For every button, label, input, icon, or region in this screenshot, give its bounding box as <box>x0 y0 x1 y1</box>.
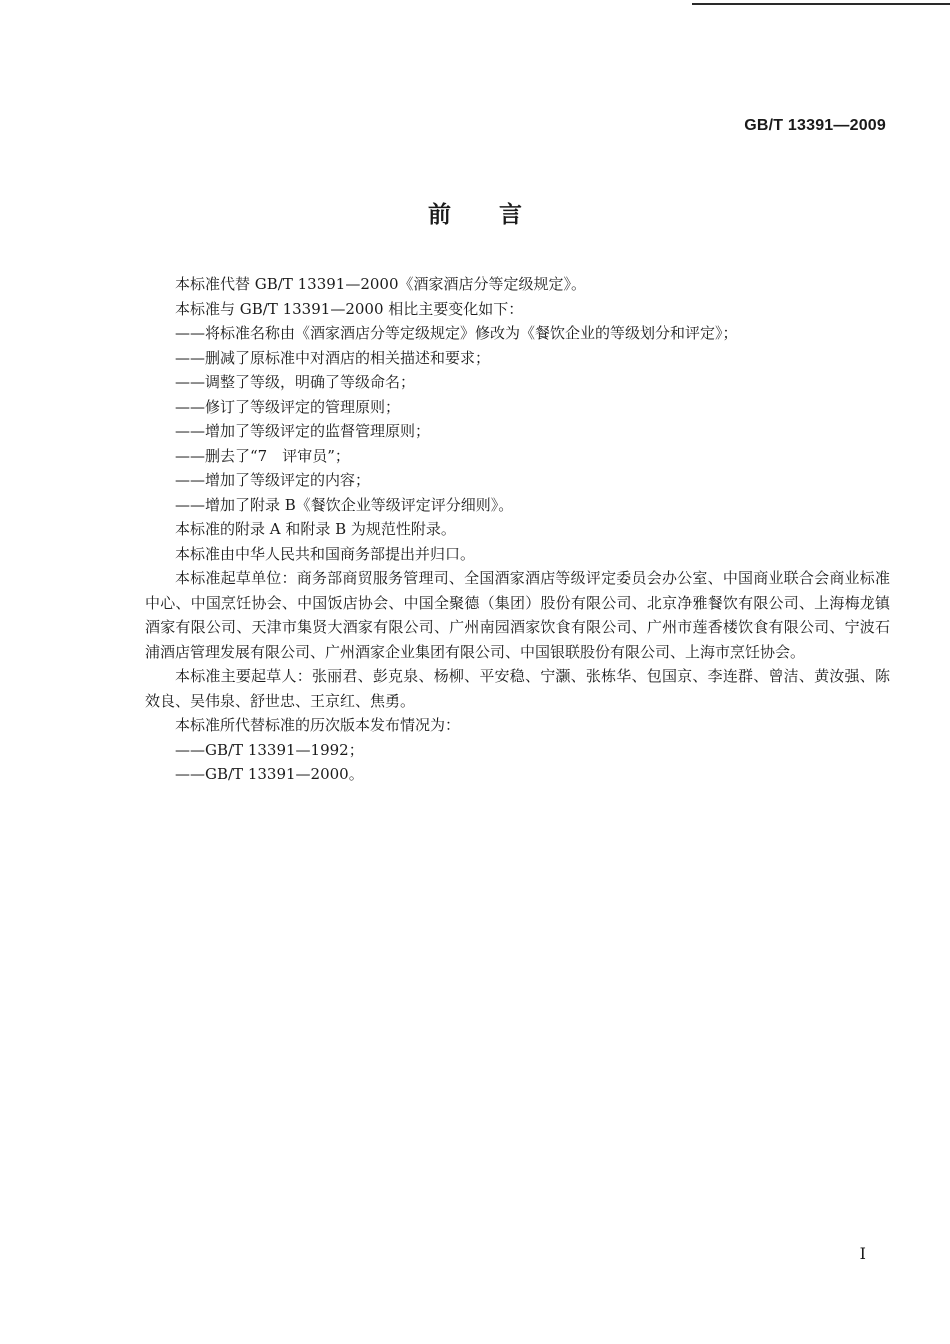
change-item: ——删去了“7 评审员”； <box>175 446 350 465</box>
header-rule <box>692 3 950 5</box>
paragraph-drafters: 本标准主要起草人：张丽君、彭克泉、杨柳、平安稳、宁灏、张栋华、包国京、李连群、曾洁、黄汝强、陈效良、吴伟泉、舒世忠、王京红、焦勇。 <box>145 667 890 710</box>
paragraph-annexes: 本标准的附录 A 和附录 B 为规范性附录。 <box>175 520 456 538</box>
paragraph-drafting-units: 本标准起草单位：商务部商贸服务管理司、全国酒家酒店等级评定委员会办公室、中国商业联合会商业标准中心、中国烹饪协会、中国饭店协会、中国全聚德（集团）股份有限公司、北京净雅餐饮有限公司、上海梅龙镇酒家有限公司、天津市集贤大酒家有限公司、广州南园酒家饮食有限公司、广州市莲香楼饮食有限公司、宁波石浦酒店管理发展有限公司、广州酒家企业集团有限公司、中国银联股份有限公司、上海市烹饪协会。 <box>145 569 890 661</box>
paragraph-replaces: 本标准代替 GB/T 13391—2000《酒家酒店分等定级规定》。 <box>175 275 586 293</box>
paragraph-proposer: 本标准由中华人民共和国商务部提出并归口。 <box>175 544 476 563</box>
change-item: ——调整了等级，明确了等级命名； <box>175 373 416 391</box>
change-item: ——增加了等级评定的内容； <box>175 471 371 489</box>
foreword-body <box>145 272 890 787</box>
change-item: ——增加了附录 B《餐饮企业等级评定评分细则》。 <box>175 495 514 514</box>
history-item: ——GB/T 13391—2000。 <box>175 765 364 783</box>
change-item: ——删减了原标准中对酒店的相关描述和要求； <box>175 348 491 367</box>
paragraph-changes-intro: 本标准与 GB/T 13391—2000 相比主要变化如下： <box>175 299 524 318</box>
change-item: ——增加了等级评定的监督管理原则； <box>175 422 431 440</box>
page-title: 前言 <box>428 202 570 228</box>
page-number: I <box>859 1244 866 1263</box>
change-item: ——将标准名称由《酒家酒店分等定级规定》修改为《餐饮企业的等级划分和评定》； <box>175 324 738 342</box>
change-item: ——修订了等级评定的管理原则； <box>175 397 401 416</box>
paragraph-history-intro: 本标准所代替标准的历次版本发布情况为： <box>175 716 461 734</box>
history-item: ——GB/T 13391—1992； <box>175 740 364 759</box>
standard-number: GB/T 13391—2009 <box>744 117 886 134</box>
